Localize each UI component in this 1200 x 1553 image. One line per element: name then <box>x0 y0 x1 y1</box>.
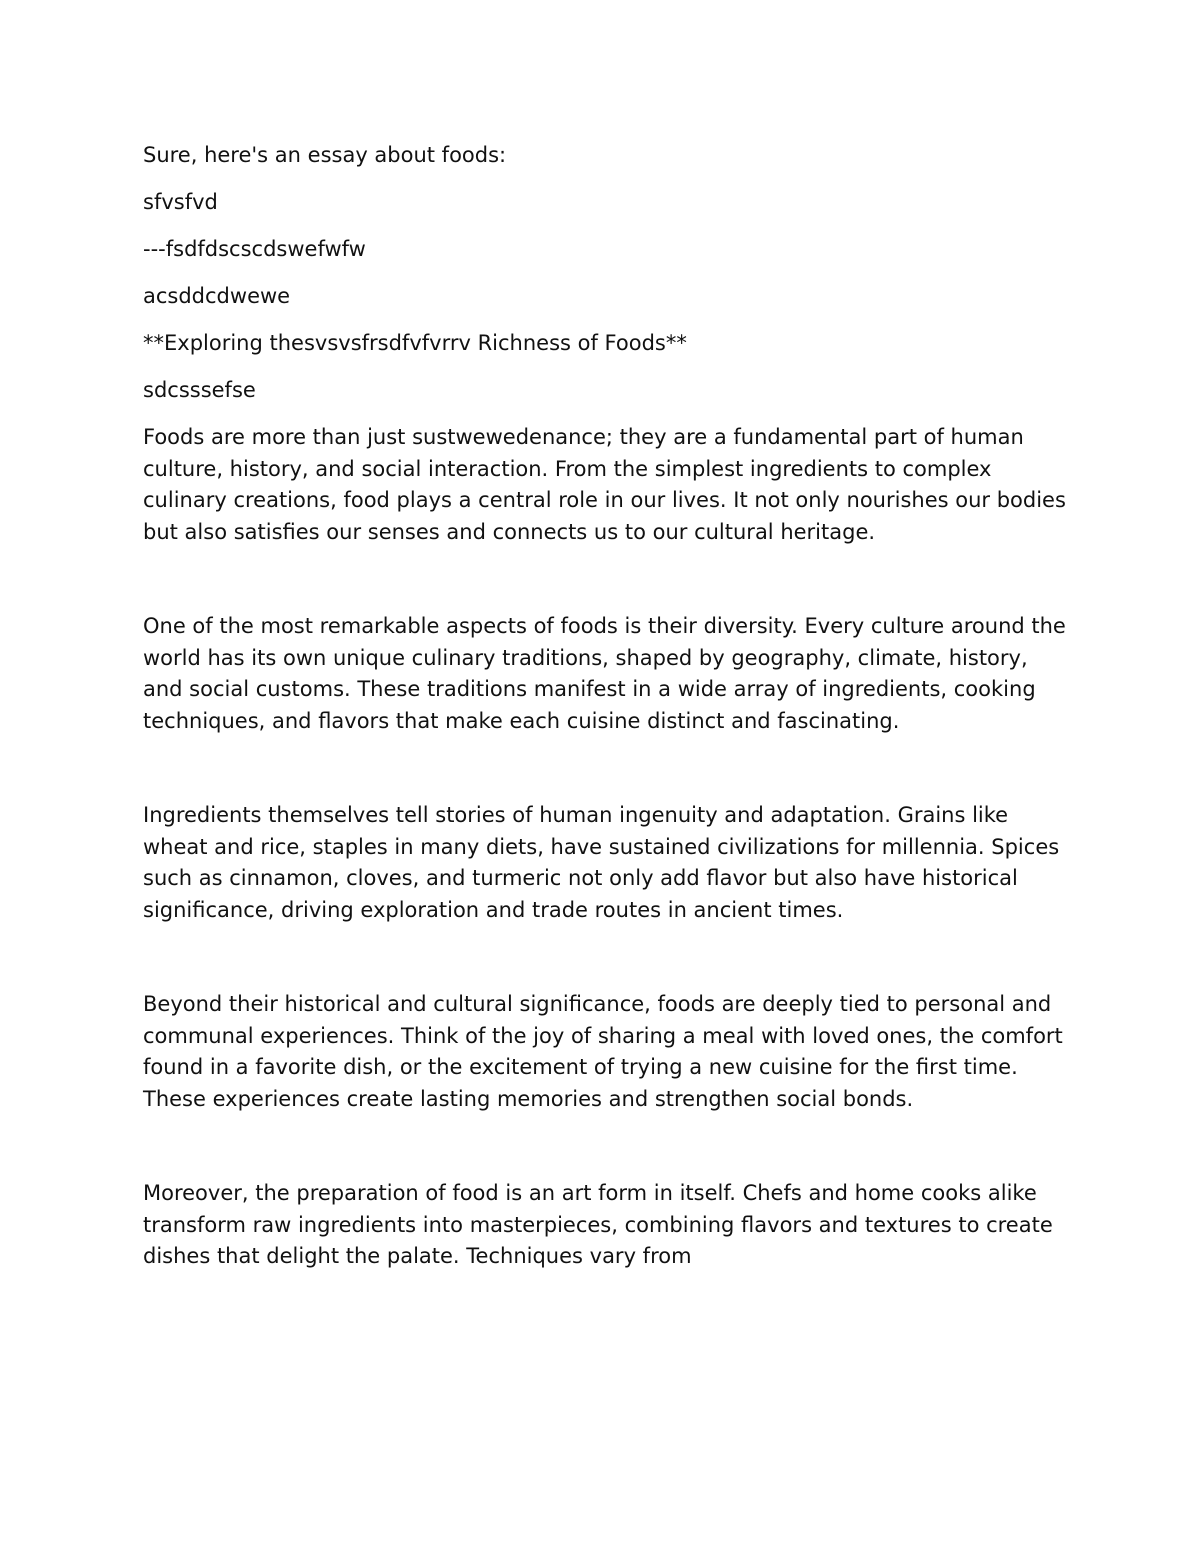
text-line: sdcsssefse <box>143 378 256 402</box>
paragraph-spacer <box>143 737 1068 800</box>
paragraph-spacer <box>143 548 1068 611</box>
essay-paragraph: Foods are more than just sustwewedenance; they are a fundamental part of human culture, history, and social interaction. From the simplest ingredients to complex culinary creations, food plays a central role in our lives. It not only nourishes our bodies but also satisfies our senses and connects us to our cultural heritage. <box>143 425 1066 544</box>
essay-paragraph: Ingredients themselves tell stories of human ingenuity and adaptation. Grains like wheat and rice, staples in many diets, have sustained civilizations for millennia. Spices such as cinnamon, cloves, and turmeric not only add flavor but also have historical significance, driving exploration and trade routes in ancient times. <box>143 803 1060 922</box>
essay-paragraph: One of the most remarkable aspects of foods is their diversity. Every culture around the world has its own unique culinary traditions, shaped by geography, climate, history, and social customs. These traditions manifest in a wide array of ingredients, cooking techniques, and flavors that make each cuisine distinct and fascinating. <box>143 614 1066 733</box>
text-line: acsddcdwewe <box>143 284 291 308</box>
intro-line: Sure, here's an essay about foods: <box>143 143 507 167</box>
essay-title: **Exploring thesvsvsfrsdfvfvrrv Richness of Foods** <box>143 331 687 355</box>
text-line: sfvsfvd <box>143 190 218 214</box>
paragraph-spacer <box>143 1115 1068 1178</box>
essay-paragraph: Beyond their historical and cultural significance, foods are deeply tied to personal and communal experiences. Think of the joy of sharing a meal with loved ones, the comfort found in a favorite dish, or the excitement of trying a new cuisine for the first time. These experiences create lasting memories and strengthen social bonds. <box>143 992 1063 1111</box>
paragraph-spacer <box>143 926 1068 989</box>
text-line: ---fsdfdscscdswefwfw <box>143 237 366 261</box>
essay-paragraph: Moreover, the preparation of food is an art form in itself. Chefs and home cooks alike transform raw ingredients into masterpieces, combining flavors and textures to create dishes that delight the palate. Techniques vary from <box>143 1181 1053 1268</box>
document-body <box>143 140 1068 1273</box>
